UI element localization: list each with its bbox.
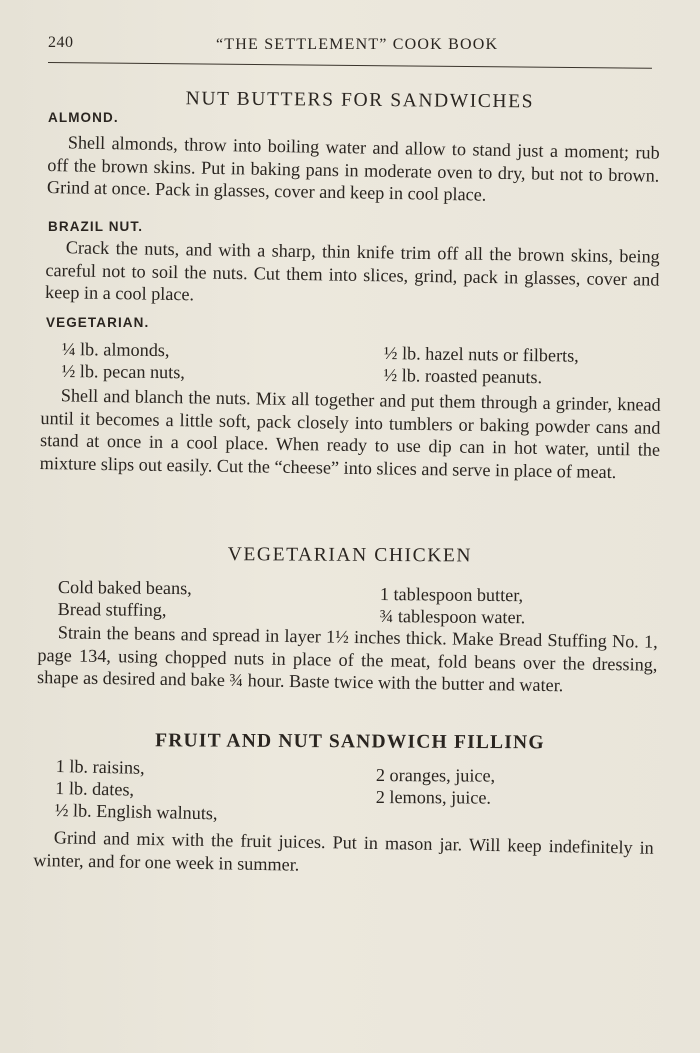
ingredient-item: 1 lb. raisins,	[55, 755, 145, 778]
section-title-nut-butters: NUT BUTTERS FOR SANDWICHES	[185, 88, 535, 113]
section-title-vegetarian-chicken: VEGETARIAN CHICKEN	[227, 544, 473, 567]
paragraph-brazil-nut	[45, 236, 660, 313]
ingredients-fruit-left	[55, 755, 219, 824]
ingredient-item: 1 lb. dates,	[55, 777, 135, 800]
ingredients-fruit-right	[376, 764, 495, 809]
paragraph-fruit-nut	[33, 826, 654, 882]
subheading-brazil-nut: BRAZIL NUT.	[48, 219, 144, 234]
ingredients-vegetarian-left	[62, 338, 186, 383]
ingredient-item: 2 lemons, juice.	[375, 786, 492, 808]
ingredient-item: 2 oranges, juice,	[375, 765, 496, 786]
vegetarian-text: Shell and blanch the nuts. Mix all together and put them through a grinder, knead until it becomes a little soft, pack closely into tumblers or baking powder cans and stand at once in a cool place. When ready to use dip can in hot water, until the mixture slips out easily. Cut the “cheese” into slices and serve in place of meat.	[39, 385, 661, 482]
ingredient-item: ½ lb. English walnuts,	[54, 799, 218, 824]
ingredient-item: ½ lb. hazel nuts or filberts,	[383, 342, 579, 366]
ingredient-item: 1 tablespoon butter,	[379, 583, 524, 606]
fruit-nut-text: Grind and mix with the fruit juices. Put in mason jar. Will keep indefinitely in winter, and for one week in summer.	[33, 827, 654, 875]
subheading-vegetarian: VEGETARIAN.	[46, 315, 150, 330]
ingredient-item: ½ lb. roasted peanuts.	[383, 364, 543, 388]
page-number: 240	[48, 34, 74, 51]
ingredient-item: Bread stuffing,	[57, 598, 167, 620]
brazil-text: Crack the nuts, and with a sharp, thin knife trim off all the brown skins, being careful not to soil the nuts. Cut them into slices, grind, pack in glasses, cover and keep in a cool place.	[44, 237, 660, 305]
paragraph-vegetarian	[40, 384, 661, 484]
ingredient-item: ¼ lb. almonds,	[61, 338, 170, 361]
ingredient-item: ¾ tablespoon water.	[379, 605, 526, 628]
vegetarian-chicken-text: Strain the beans and spread in layer 1½ inches thick. Make Bread Stuffing No. 1, page 134, using chopped nuts in place of the meat, fold beans over the dressing, shape as desired and bake ¾ hour. Baste twice with the butter and water.	[36, 622, 658, 696]
paragraph-vegetarian-chicken	[37, 621, 658, 698]
ingredient-item: Cold baked beans,	[57, 576, 192, 599]
paragraph-almond	[47, 131, 660, 209]
ingredient-item: ½ lb. pecan nuts,	[61, 360, 186, 383]
ingredients-vegetarian-right	[383, 342, 579, 389]
section-title-fruit-nut: FRUIT AND NUT SANDWICH FILLING	[155, 730, 545, 754]
subheading-almond: ALMOND.	[48, 110, 119, 125]
running-title: “THE SETTLEMENT” COOK BOOK	[216, 36, 499, 53]
almond-text: Shell almonds, throw into boiling water and allow to stand just a moment; rub off the brown skins. Put in baking pans in moderate oven to dry, but not to brown. Grind at once. Pack in glasses, cover and keep in cool place.	[46, 132, 660, 205]
ingredients-chicken-left	[58, 576, 192, 621]
ingredients-chicken-right	[380, 583, 526, 628]
